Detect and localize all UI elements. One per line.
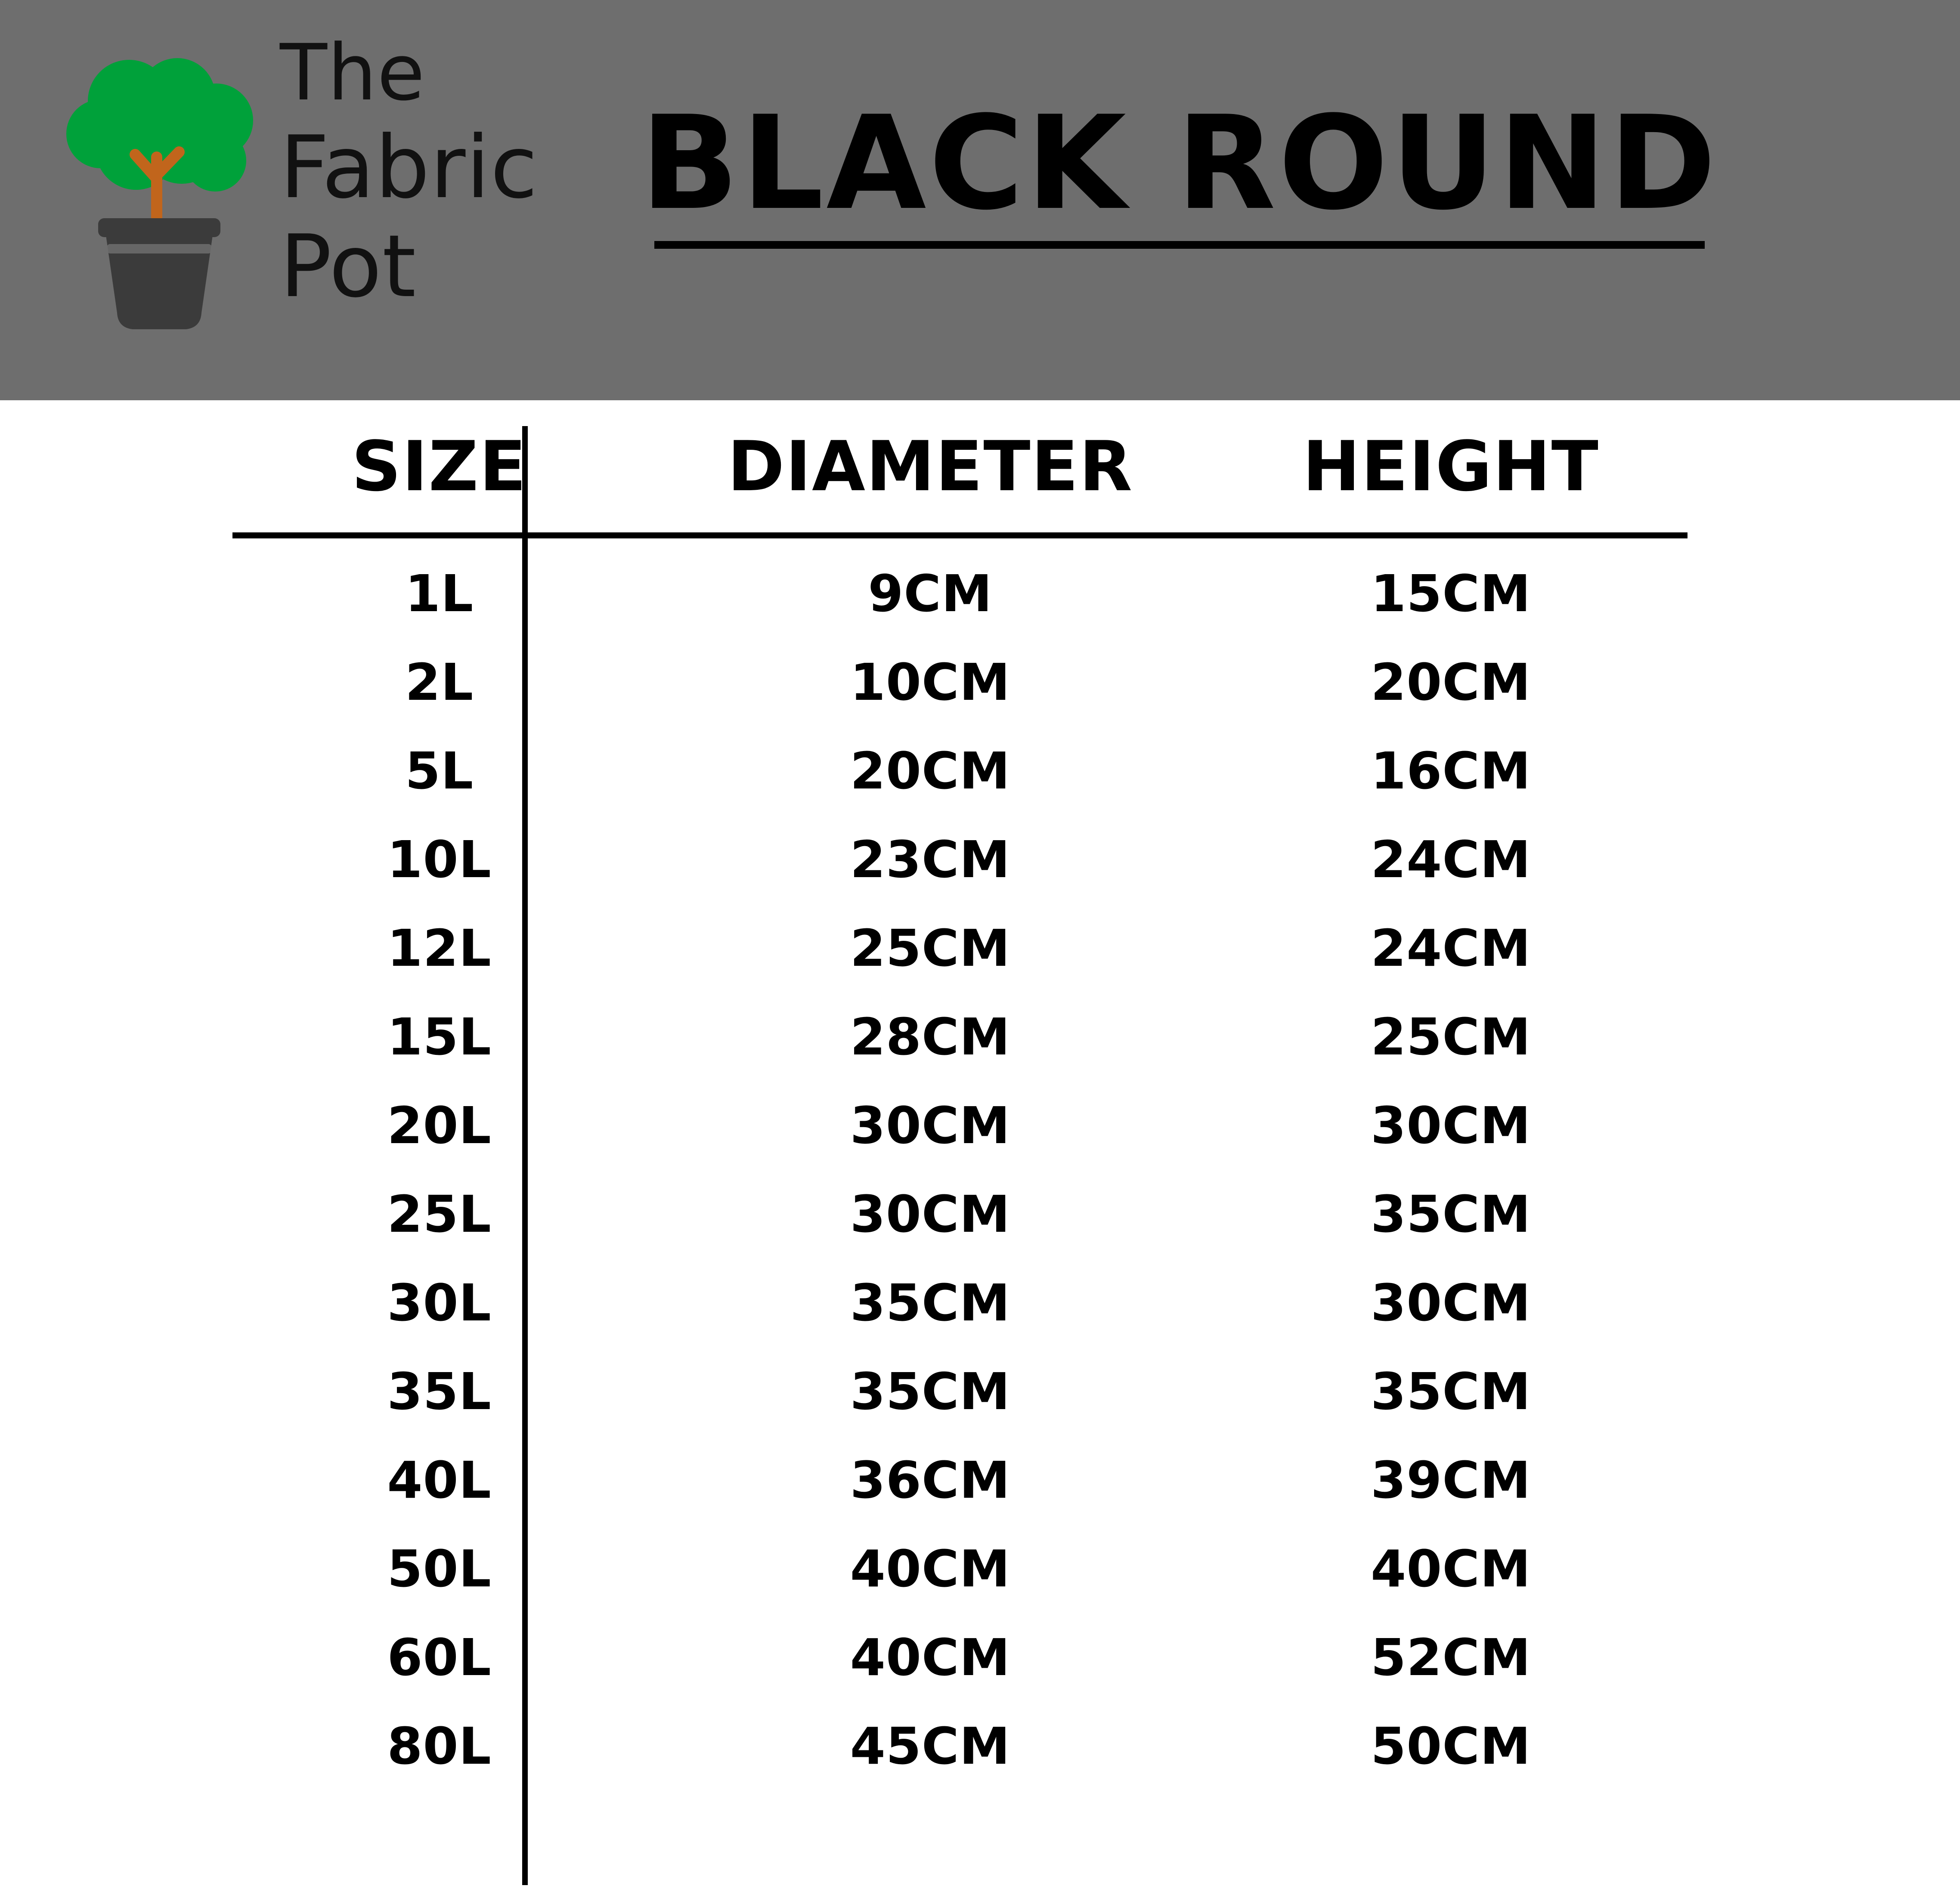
cell-diameter: 25CM xyxy=(850,918,1010,978)
cell-diameter: 20CM xyxy=(850,741,1010,801)
cell-diameter: 35CM xyxy=(850,1273,1010,1332)
cell-height: 24CM xyxy=(1371,830,1531,889)
cell-size: 1L xyxy=(405,564,474,623)
cell-diameter: 30CM xyxy=(850,1184,1010,1244)
cell-height: 50CM xyxy=(1371,1716,1531,1776)
cell-diameter: 28CM xyxy=(850,1007,1010,1067)
table-row xyxy=(232,1524,1688,1613)
cell-height: 25CM xyxy=(1371,1007,1531,1067)
column-header-diameter: DIAMETER xyxy=(727,426,1133,507)
cell-height: 30CM xyxy=(1371,1096,1531,1155)
table-row xyxy=(232,815,1688,904)
cell-height: 20CM xyxy=(1371,652,1531,712)
cell-height: 39CM xyxy=(1371,1450,1531,1510)
brand-line-2: Fabric xyxy=(280,117,538,218)
cell-diameter: 36CM xyxy=(850,1450,1010,1510)
cell-size: 40L xyxy=(387,1450,492,1510)
cell-height: 16CM xyxy=(1371,741,1531,801)
cell-size: 15L xyxy=(387,1007,492,1067)
brand-wordmark xyxy=(280,28,555,353)
page-title-wrap xyxy=(637,88,1722,249)
cell-diameter: 9CM xyxy=(868,564,993,623)
cell-height: 30CM xyxy=(1371,1273,1531,1332)
table-row xyxy=(232,638,1688,726)
cell-size: 2L xyxy=(405,652,474,712)
cell-height: 52CM xyxy=(1371,1628,1531,1687)
cell-size: 25L xyxy=(387,1184,492,1244)
header-band xyxy=(0,0,1960,400)
size-chart-table xyxy=(232,426,1688,1790)
cell-size: 50L xyxy=(387,1539,492,1598)
cell-diameter: 35CM xyxy=(850,1362,1010,1421)
cell-size: 10L xyxy=(387,830,492,889)
cell-size: 5L xyxy=(405,741,474,801)
cell-diameter: 40CM xyxy=(850,1628,1010,1687)
cell-diameter: 30CM xyxy=(850,1096,1010,1155)
table-row xyxy=(232,1170,1688,1258)
cell-size: 35L xyxy=(387,1362,492,1421)
table-row xyxy=(232,1258,1688,1347)
table-row xyxy=(232,1081,1688,1170)
brand-logo xyxy=(56,26,538,366)
table-row xyxy=(232,535,1688,638)
title-underline xyxy=(654,241,1705,249)
tree-in-pot-icon xyxy=(65,49,267,351)
cell-height: 24CM xyxy=(1371,918,1531,978)
cell-height: 40CM xyxy=(1371,1539,1531,1598)
cell-size: 12L xyxy=(387,918,492,978)
cell-size: 60L xyxy=(387,1628,492,1687)
cell-diameter: 45CM xyxy=(850,1716,1010,1776)
column-header-size: SIZE xyxy=(351,426,527,507)
size-table-area xyxy=(0,400,1960,1895)
page-title: BLACK ROUND xyxy=(640,88,1719,238)
table-body xyxy=(232,535,1688,1790)
table-row xyxy=(232,726,1688,815)
cell-size: 20L xyxy=(387,1096,492,1155)
table-row xyxy=(232,1613,1688,1702)
cell-height: 15CM xyxy=(1371,564,1531,623)
cell-diameter: 40CM xyxy=(850,1539,1010,1598)
table-row xyxy=(232,1436,1688,1524)
column-header-height: HEIGHT xyxy=(1302,426,1599,507)
cell-diameter: 23CM xyxy=(850,830,1010,889)
table-row xyxy=(232,904,1688,992)
table-row xyxy=(232,992,1688,1081)
cell-height: 35CM xyxy=(1371,1362,1531,1421)
brand-line-3: Pot xyxy=(280,216,417,317)
table-row xyxy=(232,1702,1688,1790)
table-row xyxy=(232,1347,1688,1436)
cell-height: 35CM xyxy=(1371,1184,1531,1244)
cell-size: 30L xyxy=(387,1273,492,1332)
cell-size: 80L xyxy=(387,1716,492,1776)
table-header-row xyxy=(232,426,1688,535)
brand-line-1: The xyxy=(280,28,425,118)
cell-diameter: 10CM xyxy=(850,652,1010,712)
